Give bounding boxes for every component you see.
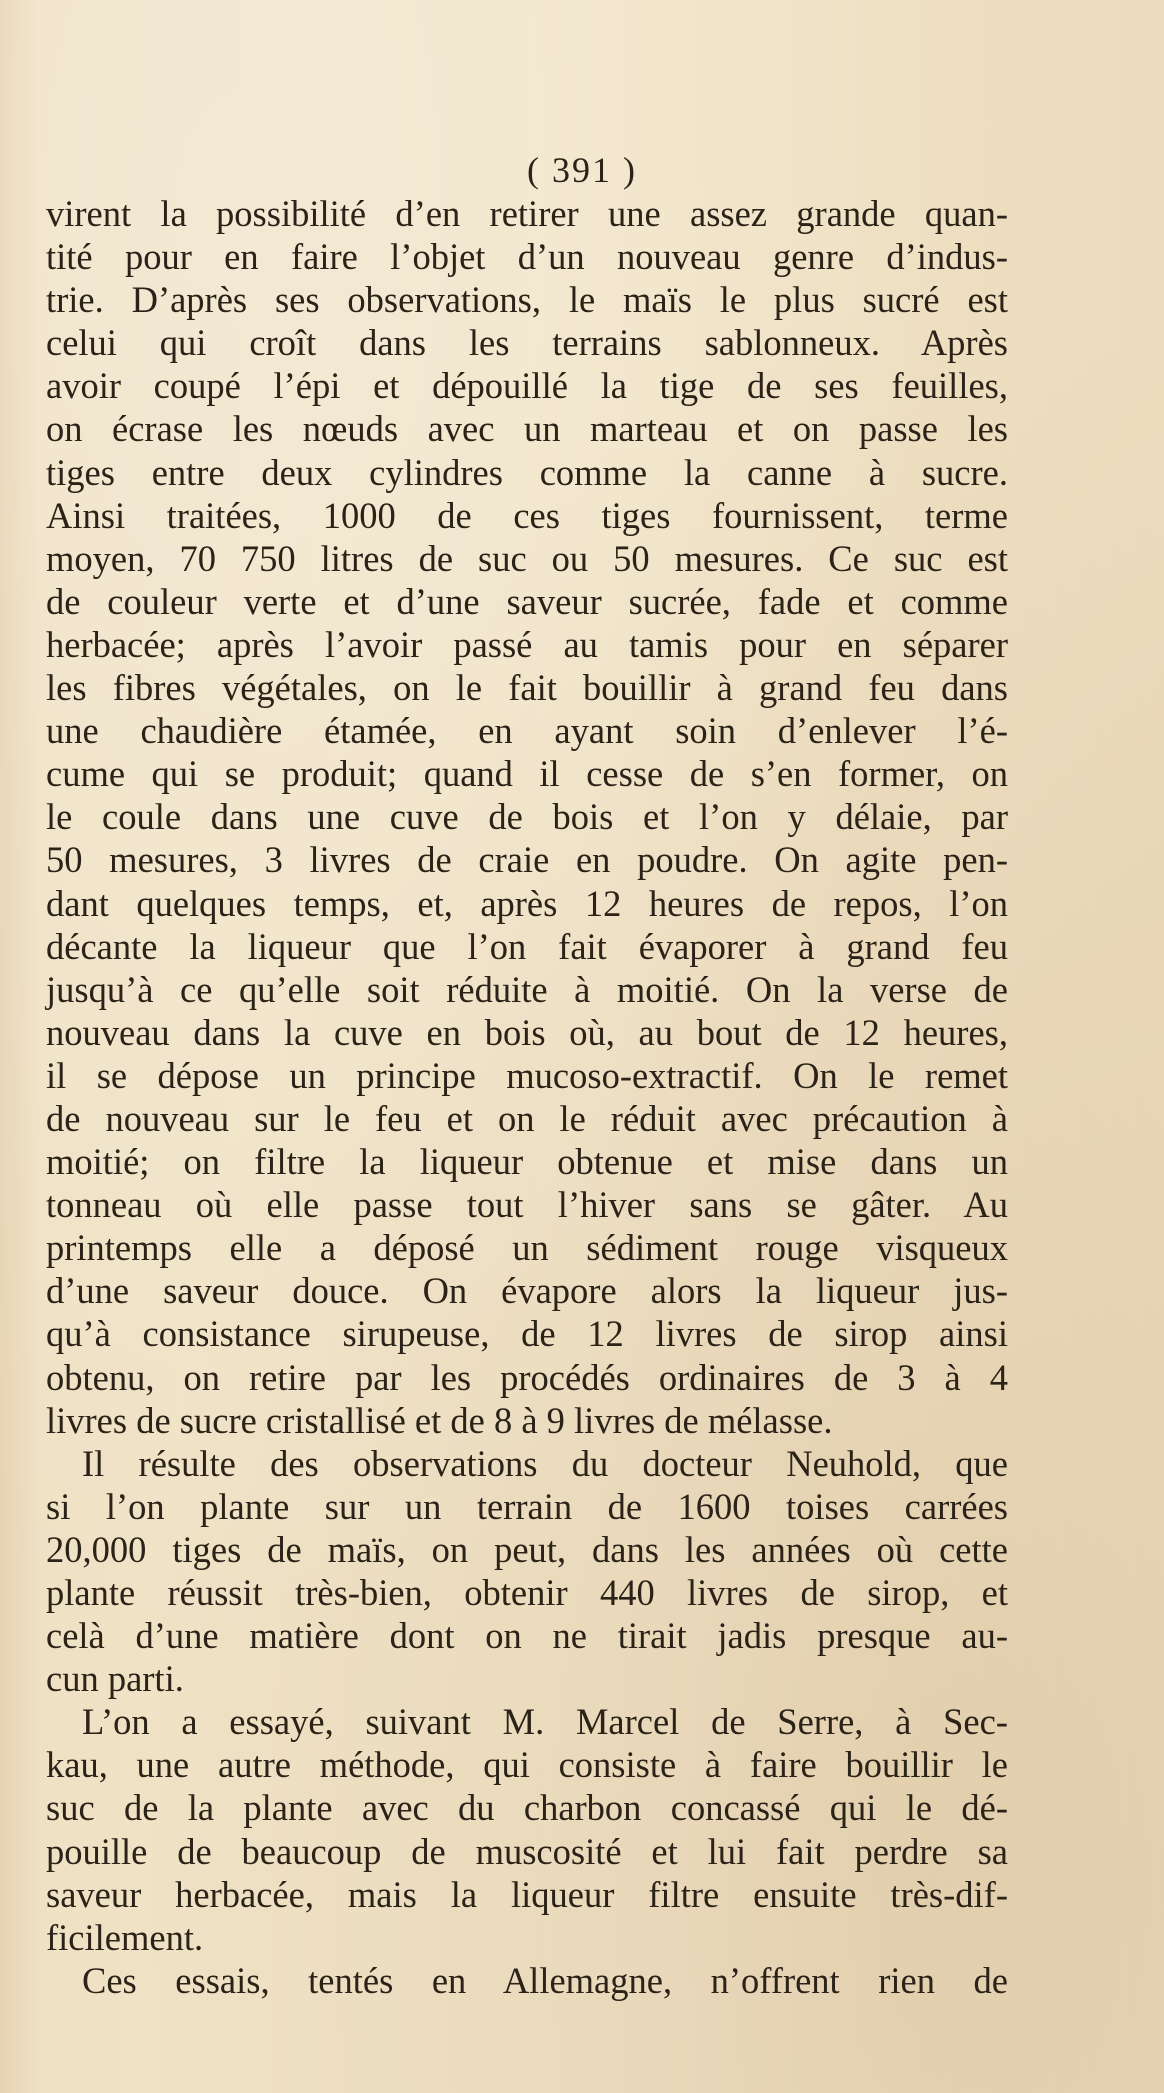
text-line: celui qui croît dans les terrains sablonneux. Après — [46, 322, 1008, 364]
text-line: tité pour en faire l’objet d’un nouveau genre d’indus- — [46, 236, 1008, 278]
text-line: saveur herbacée, mais la liqueur filtre ensuite très-dif- — [46, 1873, 1008, 1915]
text-line: kau, une autre méthode, qui consiste à faire bouillir le — [46, 1744, 1008, 1786]
text-line: si l’on plante sur un terrain de 1600 toises carrées — [46, 1485, 1008, 1527]
body-text — [46, 192, 1008, 2002]
text-line: Ces essais, tentés en Allemagne, n’offrent rien de — [82, 1959, 1008, 2001]
text-line: celà d’une matière dont on ne tirait jadis presque au- — [46, 1615, 1008, 1657]
text-line: pouille de beaucoup de muscosité et lui fait perdre sa — [46, 1830, 1008, 1872]
text-line: une chaudière étamée, en ayant soin d’enlever l’é- — [46, 710, 1008, 752]
text-line: décante la liqueur que l’on fait évaporer à grand feu — [46, 925, 1008, 967]
text-line: qu’à consistance sirupeuse, de 12 livres de sirop ainsi — [46, 1313, 1008, 1355]
paragraph-3 — [46, 1700, 1008, 1959]
text-line: tiges entre deux cylindres comme la canne à sucre. — [46, 451, 1008, 493]
text-line: trie. D’après ses observations, le maïs le plus sucré est — [46, 279, 1008, 321]
text-line: moyen, 70 750 litres de suc ou 50 mesures. Ce suc est — [46, 537, 1008, 579]
text-line: les fibres végétales, on le fait bouillir à grand feu dans — [46, 667, 1008, 709]
text-line: obtenu, on retire par les procédés ordinaires de 3 à 4 — [46, 1356, 1008, 1398]
text-line: virent la possibilité d’en retirer une assez grande quan- — [46, 193, 1008, 234]
page-number: ( 391 ) — [527, 150, 637, 190]
text-line: de nouveau sur le feu et on le réduit avec précaution à — [46, 1097, 1008, 1139]
text-line: cume qui se produit; quand il cesse de s’en former, on — [46, 753, 1008, 795]
text-line: il se dépose un principe mucoso-extractif. On le remet — [46, 1054, 1008, 1096]
text-line: Il résulte des observations du docteur Neuhold, que — [82, 1442, 1008, 1484]
paragraph-4 — [46, 1959, 1008, 2002]
text-line: herbacée; après l’avoir passé au tamis pour en séparer — [46, 623, 1008, 665]
text-line: livres de sucre cristallisé et de 8 à 9 livres de mélasse. — [46, 1399, 833, 1441]
text-line: printemps elle a déposé un sédiment rouge visqueux — [46, 1227, 1008, 1269]
text-line: de couleur verte et d’une saveur sucrée, fade et comme — [46, 580, 1008, 622]
text-line: cun parti. — [46, 1658, 184, 1700]
text-line: le coule dans une cuve de bois et l’on y délaie, par — [46, 796, 1008, 838]
paragraph-2 — [46, 1442, 1008, 1701]
text-line: dant quelques temps, et, après 12 heures de repos, l’on — [46, 882, 1008, 924]
text-line: avoir coupé l’épi et dépouillé la tige de ses feuilles, — [46, 365, 1008, 407]
text-line: plante réussit très-bien, obtenir 440 livres de sirop, et — [46, 1572, 1008, 1613]
text-line: 20,000 tiges de maïs, on peut, dans les années où cette — [46, 1528, 1008, 1570]
text-line: tonneau où elle passe tout l’hiver sans se gâter. Au — [46, 1184, 1008, 1226]
text-line: d’une saveur douce. On évapore alors la liqueur jus- — [46, 1270, 1008, 1312]
text-line: moitié; on filtre la liqueur obtenue et mise dans un — [46, 1141, 1008, 1183]
text-line: Ainsi traitées, 1000 de ces tiges fournissent, terme — [46, 494, 1008, 536]
text-line: ficilement. — [46, 1916, 204, 1958]
text-line: suc de la plante avec du charbon concassé qui le dé- — [46, 1787, 1008, 1829]
text-line: on écrase les nœuds avec un marteau et on passe les — [46, 408, 1008, 450]
text-line: L’on a essayé, suivant M. Marcel de Serre, à Sec- — [82, 1701, 1008, 1743]
text-line: 50 mesures, 3 livres de craie en poudre. On agite pen- — [46, 839, 1008, 881]
paragraph-1 — [46, 192, 1008, 1442]
text-line: nouveau dans la cuve en bois où, au bout de 12 heures, — [46, 1011, 1008, 1053]
text-line: jusqu’à ce qu’elle soit réduite à moitié. On la verse de — [46, 968, 1008, 1010]
